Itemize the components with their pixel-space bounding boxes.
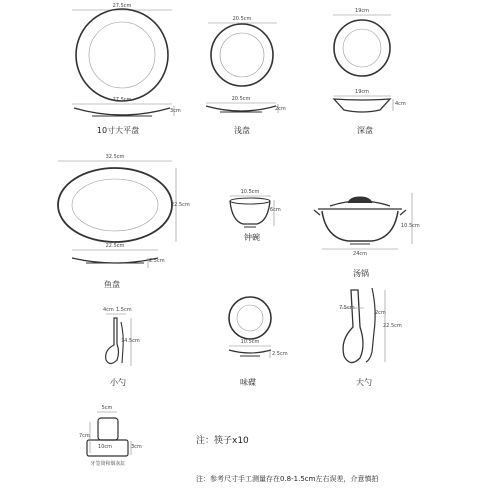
bowl-drawing bbox=[230, 196, 274, 227]
bowl-height: 6cm bbox=[270, 207, 281, 213]
sauce-dish-width: 10.5cm bbox=[240, 339, 260, 345]
sauce-dish-drawing bbox=[229, 297, 271, 358]
plate-large-caption: 10寸大平盘 bbox=[96, 126, 140, 135]
toothpick-base-height: 3cm bbox=[131, 444, 142, 450]
small-spoon-length: 14.5cm bbox=[121, 338, 140, 344]
plate-shallow-caption: 浅盘 bbox=[234, 126, 250, 135]
big-spoon-neck-width: 2cm bbox=[375, 310, 386, 316]
plate-deep-width-top: 19cm bbox=[355, 8, 369, 14]
soup-pot-caption: 汤锅 bbox=[353, 269, 369, 278]
measurement-note: 注：参考尺寸手工测量存在0.8-1.5cm左右误差，介意慎拍 bbox=[196, 475, 379, 483]
big-spoon-caption: 大勺 bbox=[356, 378, 372, 387]
big-spoon-drawing bbox=[340, 288, 385, 363]
fish-plate-drawing bbox=[58, 161, 176, 268]
small-spoon-head-width: 4cm bbox=[103, 307, 114, 313]
toothpick-holder-caption: 牙签筒和烟灰缸 bbox=[90, 461, 126, 467]
fish-plate-width-inner: 22.5cm bbox=[105, 243, 125, 249]
toothpick-base-width: 10cm bbox=[98, 444, 112, 450]
fish-plate-depth: 22.5cm bbox=[171, 202, 190, 208]
plate-shallow-height: 2cm bbox=[275, 106, 286, 112]
fish-plate-height: 2.5cm bbox=[149, 258, 165, 264]
fish-plate-width-outer: 32.5cm bbox=[105, 154, 125, 160]
sauce-dish-caption: 味碟 bbox=[240, 378, 256, 387]
plate-large-width-top: 27.5cm bbox=[112, 3, 132, 9]
plate-deep-width-side: 19cm bbox=[355, 89, 369, 95]
toothpick-height: 7cm bbox=[79, 433, 90, 439]
bowl-caption: 钟碗 bbox=[244, 233, 260, 242]
plate-large-width-side: 27.5cm bbox=[112, 97, 132, 103]
plate-shallow-width-top: 20.5cm bbox=[232, 16, 252, 22]
plate-deep-caption: 深盘 bbox=[357, 126, 373, 135]
toothpick-top-width: 5cm bbox=[101, 405, 113, 411]
plate-deep-drawing bbox=[333, 15, 393, 112]
fish-plate-caption: 鱼盘 bbox=[104, 280, 120, 289]
small-spoon-neck-width: 1.5cm bbox=[116, 307, 132, 313]
chopsticks-note: 注：筷子x10 bbox=[196, 436, 249, 446]
plate-shallow-width-side: 20.5cm bbox=[231, 96, 251, 102]
big-spoon-head-width: 7.5cm bbox=[339, 305, 355, 311]
bowl-width: 10.5cm bbox=[240, 189, 260, 195]
soup-pot-width: 24cm bbox=[353, 251, 367, 257]
sauce-dish-height: 2.5cm bbox=[272, 351, 288, 357]
soup-pot-height: 10.5cm bbox=[401, 223, 420, 229]
plate-large-height: 3cm bbox=[170, 108, 181, 114]
soup-pot-drawing bbox=[314, 193, 412, 249]
plate-deep-height: 4cm bbox=[395, 101, 406, 107]
big-spoon-length: 22.5cm bbox=[383, 323, 402, 329]
small-spoon-caption: 小勺 bbox=[110, 378, 126, 387]
